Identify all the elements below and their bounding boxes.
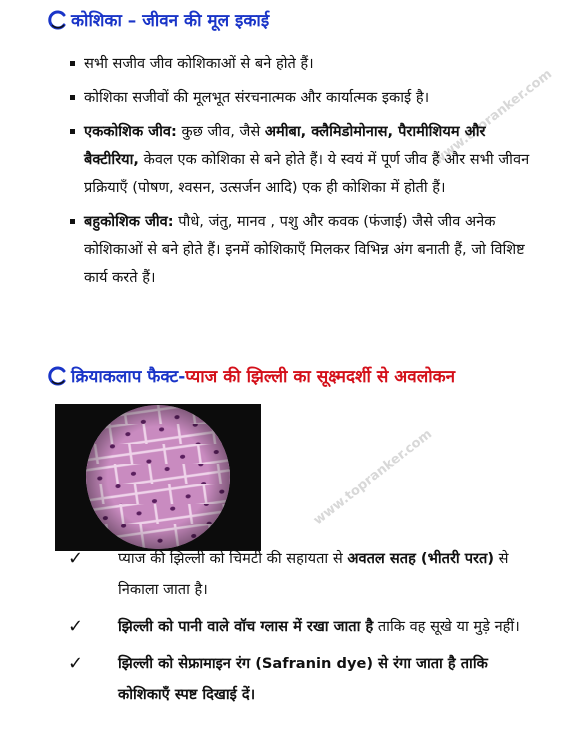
term-multicellular: बहुकोशिक जीव:	[84, 213, 174, 230]
item-text: सभी सजीव जीव कोशिकाओं से बने होते हैं।	[84, 55, 314, 72]
list-item	[70, 50, 532, 78]
list-item	[70, 208, 532, 292]
organism-examples: अमीबा, क्लैमिडोमोनास, पैरामीशियम और बैक्टीरिया,	[84, 123, 486, 168]
arc-swirl-icon	[48, 366, 68, 386]
watermark-text: www.topranker.com	[430, 66, 555, 169]
item-text: ताकि वह सूखे या मुड़े नहीं।	[373, 618, 520, 635]
cell-facts-list	[70, 50, 532, 298]
heading-red-text: प्याज की झिल्ली का सूक्ष्मदर्शी से अवलोकन	[185, 367, 456, 387]
section-heading-cell	[48, 8, 269, 31]
item-text: कुछ जीव, जैसे	[176, 123, 265, 140]
list-item	[68, 648, 538, 710]
heading-blue-text: क्रियाकलाप फैक्ट-	[71, 367, 186, 387]
item-bold-text: अवतल सतह (भीतरी परत)	[347, 550, 495, 567]
term-unicellular: एककोशिक जीव:	[84, 123, 177, 140]
item-text: प्याज की झिल्ली को चिमटी की सहायता से	[118, 550, 348, 567]
onion-cells-micrograph	[55, 404, 261, 551]
watermark-text: www.topranker.com	[310, 426, 435, 529]
checkmark-icon: ✓	[68, 548, 84, 569]
item-bold-text: झिल्ली को सेफ्रामाइन रंग (Safranin dye) से रंगा जाता है ताकि कोशिकाएँ स्पष्ट दिखाई दें।	[118, 655, 488, 703]
heading-text: कोशिका – जीवन की मूल इकाई	[71, 11, 270, 31]
list-item	[70, 118, 532, 202]
item-text: केवल एक कोशिका से बने होते हैं। ये स्वयं में पूर्ण जीव हैं और सभी जीवन प्रक्रियाएँ (पोषण, श्वसन, उत्सर्जन आदि) एक ही कोशिका में होती हैं।	[84, 151, 530, 196]
item-text: पौधे, जंतु, मानव , पशु और कवक (फंजाई) जैसे जीव अनेक कोशिकाओं से बने होते हैं। इनमें कोशिकाएँ मिलकर विभिन्न अंग बनाती हैं, जो विशिष्ट कार्य करते हैं।	[84, 213, 525, 286]
list-item	[70, 84, 532, 112]
list-item	[68, 543, 538, 605]
activity-steps-list	[68, 543, 538, 716]
item-text: कोशिका सजीवों की मूलभूत संरचनात्मक और कार्यात्मक इकाई है।	[84, 89, 430, 106]
checkmark-icon: ✓	[68, 653, 84, 674]
item-bold-text: झिल्ली को पानी वाले वॉच ग्लास में रखा जाता है	[118, 618, 374, 635]
arc-swirl-icon	[48, 10, 68, 30]
list-item	[68, 611, 538, 642]
section-heading-activity	[48, 364, 455, 387]
checkmark-icon: ✓	[68, 616, 84, 637]
item-text: से निकाला जाता है।	[118, 550, 509, 598]
